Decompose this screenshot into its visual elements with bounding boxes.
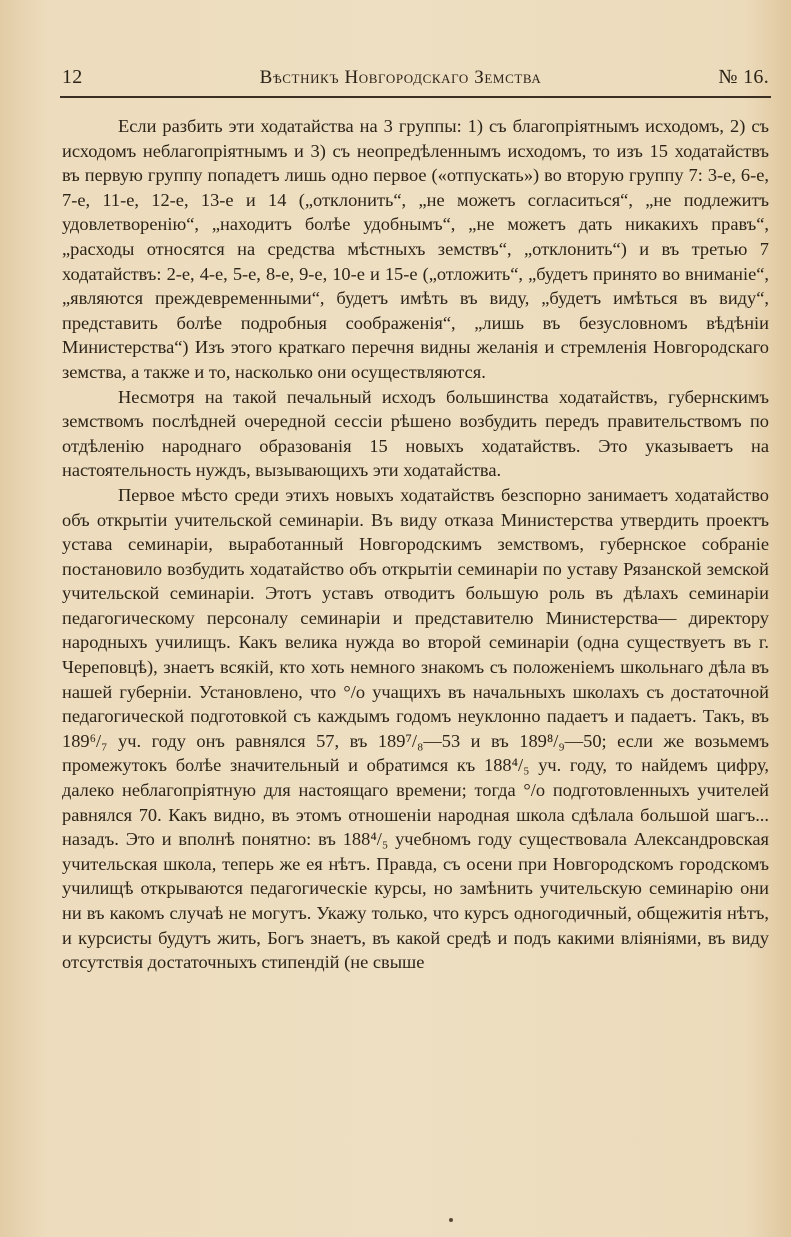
paragraph: Если разбить эти ходатайства на 3 группы: 1) съ благопріятнымъ исходомъ, 2) съ исходомъ неблагопріятнымъ и 3) съ неопредѣленнымъ исходомъ, то изъ 15 ходатайствъ въ первую группу попадетъ лишь одно первое («отпускать») во вторую группу 7: 3-е, 6-е, 7-е, 11-е, 12-е, 13-е и 14 („отклонить“, „не можетъ согласиться“, „не подлежитъ удовлетворенію“, „находитъ болѣе удобнымъ“, „не можетъ дать никакихъ правъ“, „расходы относятся на средства мѣстныхъ земствъ“, „отклонить“) и въ третью 7 ходатайствъ: 2-е, 4-е, 5-е, 8-е, 9-е, 10-е и 15-е („отложить“, „будетъ принято во вниманіе“, „являются преждевременными“, будетъ имѣть въ виду, „будетъ имѣться въ виду“, представить болѣе подробныя соображенія“, „лишь въ безусловномъ вѣдѣніи Министерства“) Изъ этого краткаго перечня видны желанія и стремленія Новгородскаго земства, а также и то, насколько они осуществляются. — [62, 116, 769, 382]
paragraph: Первое мѣсто среди этихъ новыхъ ходатайствъ безспорно занимаетъ ходатайство объ открытіи учительской семинаріи. Въ виду отказа Министерства утвердить проектъ устава семинаріи, выработанный Новгородскимъ земствомъ, губернское собраніе постановило возбудить ходатайство объ открытіи семинаріи по уставу Рязанской земской учительской семинаріи. Этотъ уставъ отводитъ большую роль въ дѣлахъ семинаріи педагогическому персоналу семинаріи и представителю Министерства— директору народныхъ училищъ. Какъ велика нужда во второй семинаріи (одна существуетъ въ г. Череповцѣ), знаетъ всякій, кто хоть немного знакомъ съ положеніемъ школьнаго дѣла въ нашей губерніи. Установлено, что °/о учащихъ въ начальныхъ школахъ съ достаточной педагогической подготовкой съ каждымъ годомъ неуклонно падаетъ и падаетъ. Такъ, въ 189⁶/₇ уч. году онъ равнялся 57, въ 189⁷/₈—53 и въ 189⁸/₉—50; если же возьмемъ промежутокъ болѣе значительный и обратимся къ 188⁴/₅ уч. году, то найдемъ цифру, далеко неблагопріятную для настоящаго времени; тогда °/о подготовленныхъ учителей равнялся 70. Какъ видно, въ этомъ отношеніи народная школа сдѣлала большой шагъ... назадъ. Это и вполнѣ понятно: въ 188⁴/₅ учебномъ году существовала Александровская учительская школа, теперь же ея нѣтъ. Правда, съ осени при Новгородскомъ городскомъ училищѣ открываются педагогическіе курсы, но замѣнить учительскую семинарію они ни въ какомъ случаѣ не могутъ. Укажу только, что курсъ одногодичный, общежитія нѣтъ, и курсисты будутъ жить, Богъ знаетъ, въ какой средѣ и подъ какими вліяніями, въ виду отсутствія достаточныхъ стипендій (не свыше — [62, 484, 769, 973]
page-number: 12 — [62, 66, 83, 88]
page-mark — [449, 1218, 453, 1222]
header-rule — [60, 96, 771, 98]
issue-number: № 16. — [718, 66, 769, 88]
paragraph: Несмотря на такой печальный исходъ большинства ходатайствъ, губернскимъ земствомъ послѣдней очередной сессіи рѣшено возбудить передъ правительствомъ по отдѣленію народнаго образованія 15 новыхъ ходатайствъ. Это указываетъ на настоятельность нуждъ, вызывающихъ эти ходатайства. — [62, 386, 769, 481]
body-text — [62, 114, 769, 975]
journal-title: Вѣстникъ Новгородскаго Земства — [259, 67, 542, 88]
running-header — [62, 66, 769, 92]
